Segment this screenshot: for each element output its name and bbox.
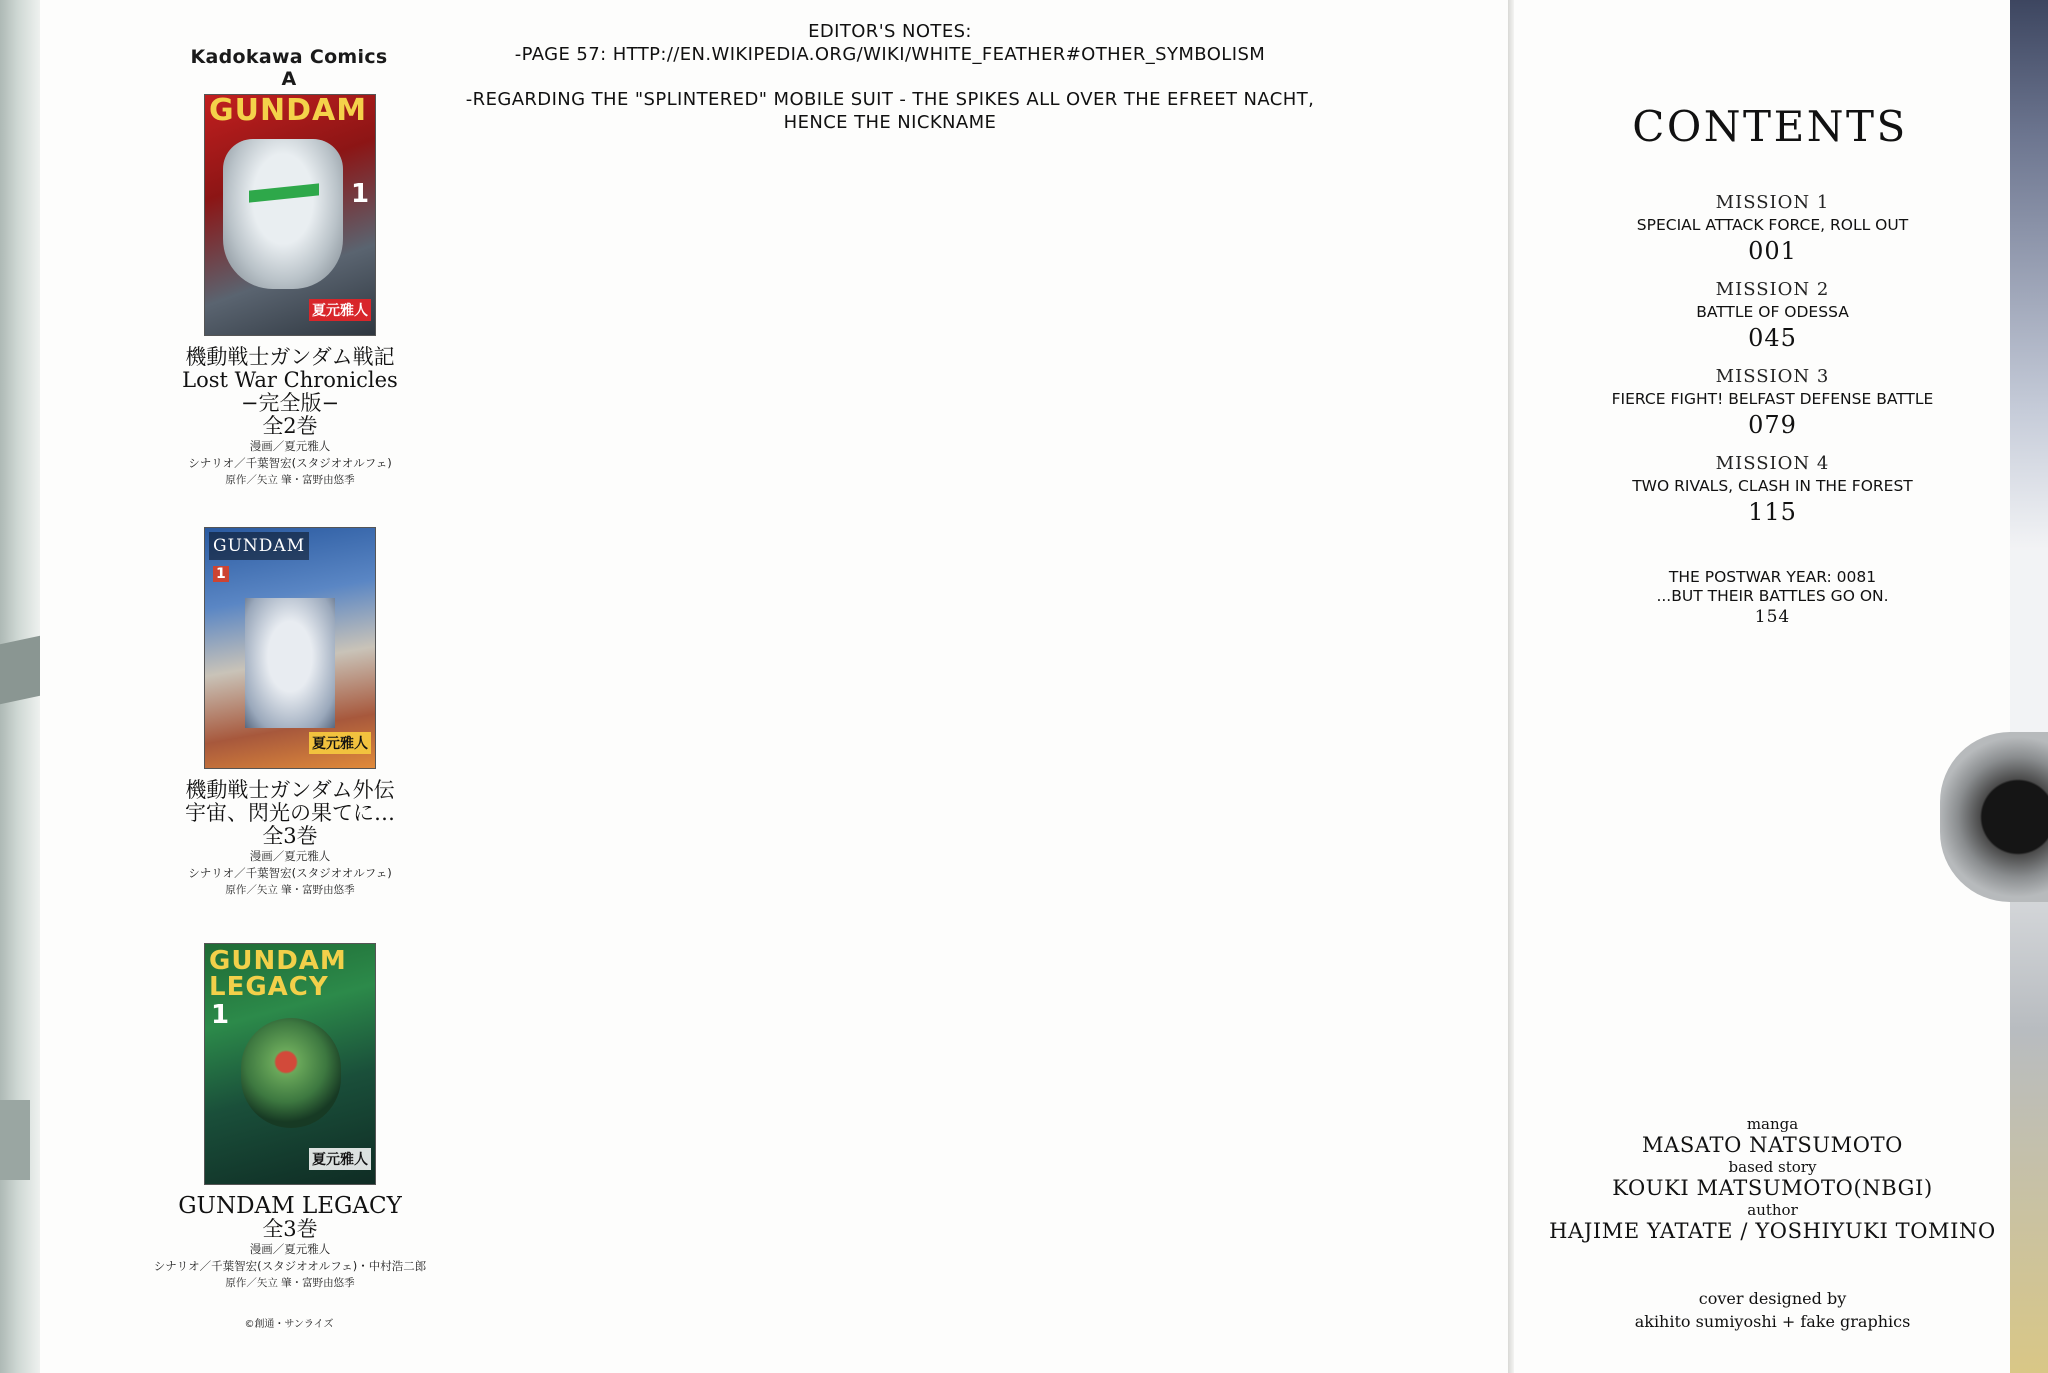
book-credit-manga: 漫画／夏元雅人 — [249, 849, 331, 863]
mission-title: SPECIAL ATTACK FORCE, ROLL OUT — [1636, 216, 1909, 234]
mission-page-number: 045 — [1748, 324, 1797, 352]
credit-name-author: HAJIME YATATE / YOSHIYUKI TOMINO — [1549, 1219, 1996, 1243]
right-page-edge-art — [2010, 0, 2048, 1373]
toc-entry-mission-4 — [1580, 453, 1965, 540]
toc-entry-mission-3 — [1580, 366, 1965, 453]
credit-name-manga: MASATO NATSUMOTO — [1642, 1133, 1903, 1157]
credit-name-cover: akihito sumiyoshi + fake graphics — [1634, 1312, 1911, 1331]
credit-role-story: based story — [1728, 1158, 1817, 1176]
mission-page-number: 001 — [1748, 237, 1797, 265]
epilogue-page-number: 154 — [1754, 607, 1791, 627]
cover-title: GUNDAM — [209, 532, 309, 560]
toc-entry-mission-2 — [1580, 279, 1965, 366]
cover-design-credit — [1560, 1287, 1985, 1333]
mobile-suit-head-art — [223, 139, 343, 289]
epilogue-title-line: ...BUT THEIR BATTLES GO ON. — [1656, 587, 1889, 605]
book-edition: −完全版− — [240, 391, 340, 415]
mission-page-number: 115 — [1748, 498, 1797, 526]
page-gutter — [1508, 0, 1514, 1373]
mission-label: MISSION 3 — [1715, 366, 1830, 387]
cover-author: 夏元雅人 — [309, 1148, 371, 1170]
cover-author: 夏元雅人 — [309, 299, 371, 321]
mobile-suit-art — [245, 598, 335, 728]
editors-notes — [420, 20, 1360, 134]
cover-volume-number: 1 — [351, 179, 370, 209]
cover-title: GUNDAM — [209, 94, 368, 128]
book-credit-scenario: シナリオ／千葉智宏(スタジオオルフェ)・中村浩二郎 — [153, 1259, 427, 1273]
credit-role-manga: manga — [1746, 1115, 1799, 1133]
table-of-contents — [1580, 192, 1965, 540]
book-credit-original: 原作／矢立 肇・富野由悠季 — [225, 474, 355, 486]
book-credit-original: 原作／矢立 肇・富野由悠季 — [225, 1277, 355, 1289]
credit-role-cover: cover designed by — [1698, 1289, 1847, 1308]
mission-title: FIERCE FIGHT! BELFAST DEFENSE BATTLE — [1611, 390, 1934, 408]
cover-author: 夏元雅人 — [309, 732, 371, 754]
book-volume-count: 全2巻 — [262, 414, 318, 438]
mission-label: MISSION 2 — [1715, 279, 1830, 300]
cover-volume-number: 1 — [213, 566, 229, 582]
mission-label: MISSION 1 — [1715, 192, 1830, 213]
book-cover-image — [204, 94, 376, 336]
book-cover-image — [204, 943, 376, 1185]
book-credit-scenario: シナリオ／千葉智宏(スタジオオルフェ) — [188, 866, 392, 880]
epilogue-title-line: THE POSTWAR YEAR: 0081 — [1668, 568, 1877, 586]
notes-line: -REGARDING THE "SPLINTERED" MOBILE SUIT - THE SPIKES ALL OVER THE EFREET NACHT, — [465, 89, 1315, 110]
book-ad-lost-war-chronicles — [148, 94, 432, 489]
cannon-barrel-art — [1940, 732, 2048, 902]
mission-page-number: 079 — [1748, 411, 1797, 439]
book-volume-count: 全3巻 — [262, 824, 318, 848]
credit-role-author: author — [1747, 1201, 1798, 1219]
copyright-notice: ©創通・サンライズ — [244, 1319, 334, 1330]
book-credit-scenario: シナリオ／千葉智宏(スタジオオルフェ) — [188, 456, 392, 470]
book-credit-manga: 漫画／夏元雅人 — [249, 439, 331, 453]
book-title: 機動戦士ガンダム外伝 — [185, 778, 395, 802]
book-volume-count: 全3巻 — [262, 1217, 318, 1241]
book-ad-gundam-gaiden — [148, 527, 432, 899]
toc-entry-mission-1 — [1580, 192, 1965, 279]
book-cover-image — [204, 527, 376, 769]
edge-art-shape — [0, 1100, 30, 1180]
left-page-edge-art — [0, 0, 40, 1373]
book-ad-gundam-legacy — [148, 943, 432, 1292]
book-subtitle: 宇宙、閃光の果てに… — [185, 801, 395, 825]
cover-volume-number: 1 — [211, 1000, 230, 1030]
credit-name-story: KOUKI MATSUMOTO(NBGI) — [1612, 1176, 1933, 1200]
staff-credits — [1540, 1115, 2005, 1244]
edge-art-shape — [0, 636, 40, 705]
book-credit-original: 原作／矢立 肇・富野由悠季 — [225, 884, 355, 896]
cover-title: GUNDAM LEGACY — [209, 946, 347, 1002]
imprint-label: Kadokawa Comics A — [190, 46, 388, 90]
book-credit-manga: 漫画／夏元雅人 — [249, 1242, 331, 1256]
book-title: 機動戦士ガンダム戦記 — [185, 345, 395, 369]
mission-title: TWO RIVALS, CLASH IN THE FOREST — [1632, 477, 1913, 495]
notes-heading: EDITOR'S NOTES: — [808, 21, 972, 42]
book-subtitle: Lost War Chronicles — [182, 368, 398, 392]
notes-line-link: -PAGE 57: HTTP://EN.WIKIPEDIA.ORG/WIKI/WHITE_FEATHER#OTHER_SYMBOLISM — [514, 44, 1266, 65]
mobile-suit-art — [241, 1018, 341, 1128]
mission-label: MISSION 4 — [1715, 453, 1830, 474]
toc-entry-epilogue — [1580, 568, 1965, 628]
mission-title: BATTLE OF ODESSA — [1696, 303, 1849, 321]
notes-line: HENCE THE NICKNAME — [783, 112, 997, 133]
contents-title: CONTENTS — [1632, 102, 1908, 151]
book-title: GUNDAM LEGACY — [178, 1193, 402, 1219]
